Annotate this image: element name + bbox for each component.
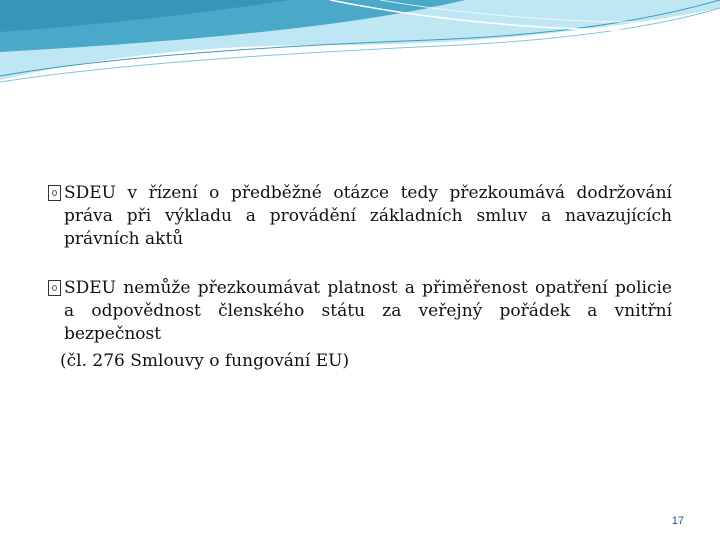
page-number: 17 [671,515,684,527]
bullet-text-review-scope: SDEU v řízení o předběžné otázce tedy přezkoumává dodržování práva při výkladu a provádění základních smluv a navazujících právních aktů [64,183,672,249]
slide-content [48,182,672,373]
missing-glyph-icon [48,280,61,296]
bullet-item-review-scope [48,182,672,251]
header-wave-decoration [0,0,720,90]
citation-text: (čl. 276 Smlouvy o fungování EU) [60,351,350,371]
bullet-text-review-limits: SDEU nemůže přezkoumávat platnost a přiměřenost opatření policie a odpovědnost členského státu za veřejný pořádek a vnitřní bezpečnost [64,278,672,344]
missing-glyph-icon [48,185,61,201]
bullet-item-review-limits [48,277,672,346]
